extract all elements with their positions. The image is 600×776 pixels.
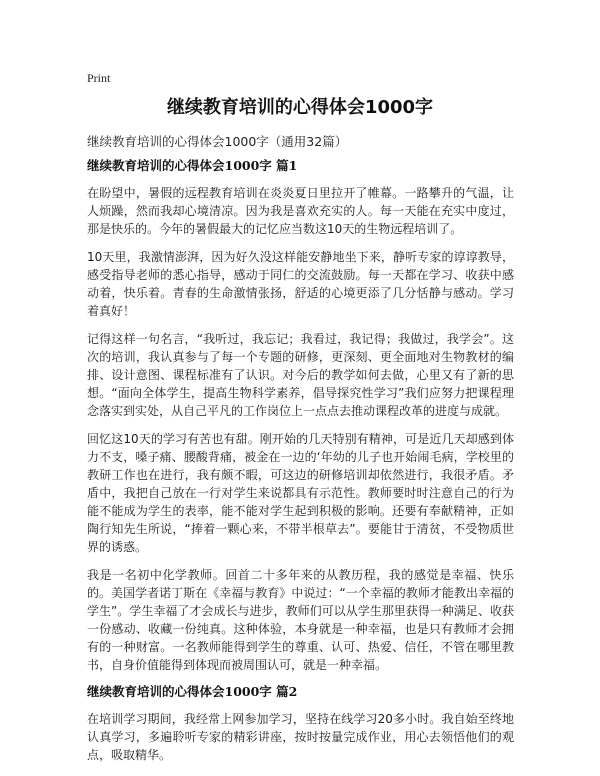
print-link[interactable]: Print — [87, 71, 111, 85]
section-heading-1: 继续教育培训的心得体会1000字 篇1 — [87, 158, 298, 173]
page-title: 继续教育培训的心得体会1000字 — [166, 97, 434, 118]
article-body — [87, 158, 514, 774]
paragraph: 在盼望中，暑假的远程教育培训在炎炎夏日里拉开了帷幕。一路攀升的气温，让人烦躁，然而我却心境清凉。因为我是喜欢充实的人。每一天能在充实中度过，那是快乐的。今年的暑假最大的记忆应当数这10天的生物远程培训了。 — [87, 186, 514, 236]
paragraph: 记得这样一句名言，“我听过，我忘记；我看过，我记得；我做过，我学会”。这次的培训，我认真参与了每一个专题的研修，更深刻、更全面地对生物教材的编排、设计意图、课程标准有了认识。对今后的教学如何去做，心里又有了新的思想。“面向全体学生，提高生物科学素养，倡导探究性学习”我们应努力把课程理念落实到实处，从自己平凡的工作岗位上一点点去推动课程改革的进度与成就。 — [87, 332, 514, 418]
paragraph: 在培训学习期间，我经常上网参加学习，坚持在线学习20多小时。我自始至终地认真学习，多遍聆听专家的精彩讲座，按时按量完成作业，用心去领悟他们的观点，吸取精华。 — [87, 712, 514, 762]
paragraph: 回忆这10天的学习有苦也有甜。刚开始的几天特别有精神，可是近几天却感到体力不支，嗓子痛、腰酸背痛，被金在一边的‘年幼的儿子也开始闹毛病，学校里的教研工作也在进行，我有颇不暇，可这边的研修培训却依然进行，我很矛盾。矛盾中，我把自己放在一行对学生来说都具有示范性。教师要时时注意自己的行为能不能成为学生的表率，能不能对学生起到积极的影响。还要有奉献精神，正如陶行知先生所说，“捧着一颗心来，不带半根草去”。要能甘于清贫，不受物质世界的诱惑。 — [87, 432, 514, 554]
paragraph: 我是一名初中化学教师。回首二十多年来的从教历程，我的感觉是幸福、快乐的。美国学者诺丁斯在《幸福与教育》中说过：“一个幸福的教师才能教出幸福的学生”。学生幸福了才会成长与进步，教师们可以从学生那里获得一种满足、收获一份感动、收藏一份纯真。这种体验，本身就是一种幸福，也是只有教师才会拥有的一种财富。一名教师能得到学生的尊重、认可、热爱、信任，不管在哪里教书，自身价值能得到体现而被周围认可，就是一种幸福。 — [87, 568, 514, 672]
document-subtitle: 继续教育培训的心得体会1000字（通用32篇） — [87, 134, 348, 149]
section-heading-2: 继续教育培训的心得体会1000字 篇2 — [87, 684, 298, 699]
paragraph: 10天里，我激情澎湃，因为好久没这样能安静地坐下来，静听专家的谆谆教导，感受指导老师的悉心指导，感动于同仁的交流鼓励。每一天都在学习、收获中感动着，快乐着。青春的生命激情张扬，舒适的心境更添了几分恬静与感动。学习着真好！ — [87, 250, 514, 318]
